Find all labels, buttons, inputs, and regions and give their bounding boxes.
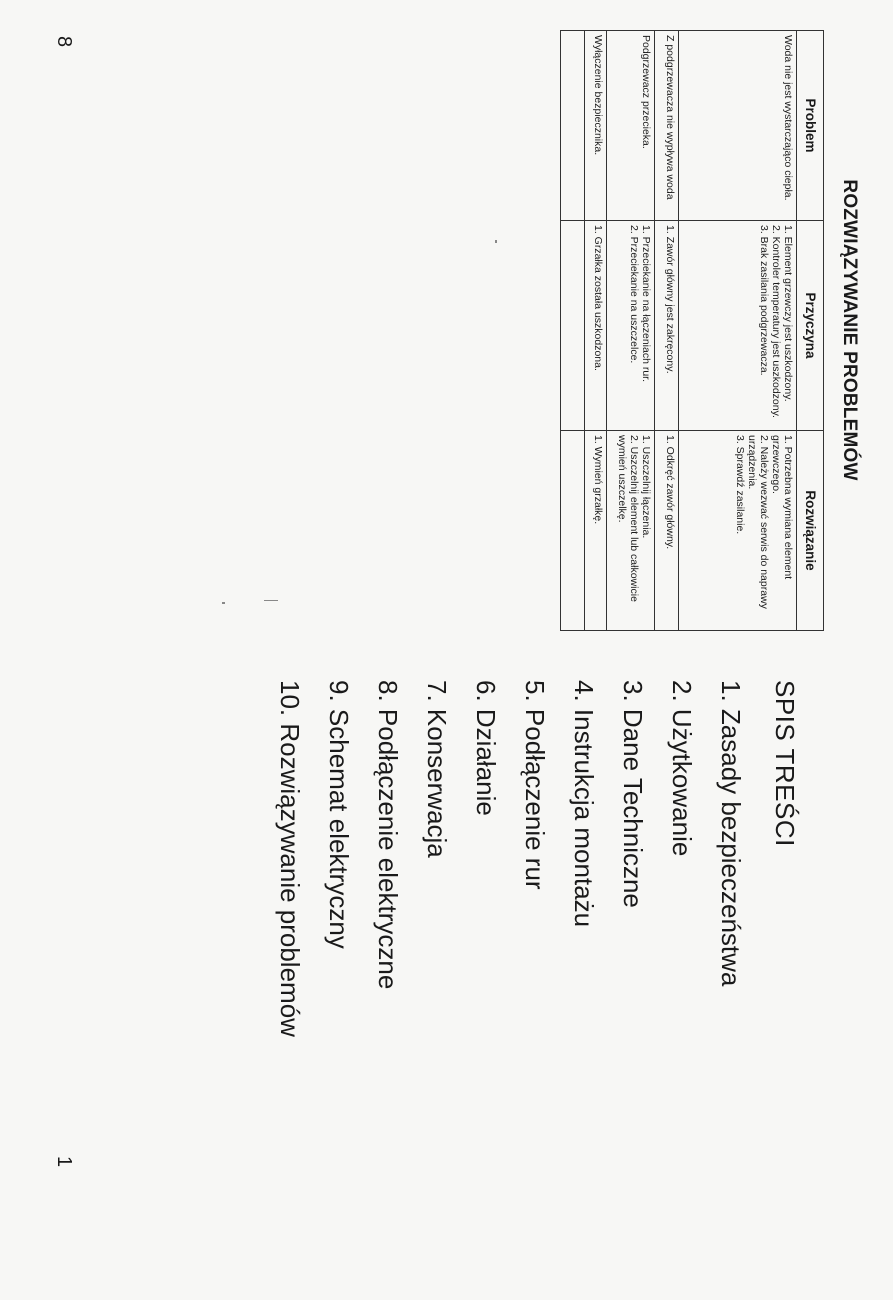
problem-cell: Wyłączenie bezpiecznika. — [585, 31, 607, 221]
troubleshooting-section — [530, 30, 860, 630]
scan-mark — [222, 602, 225, 604]
toc-item-1: 1. Zasady bezpieczeństwa — [716, 680, 746, 987]
solution-cell: 1. Uszczelnij łączenia. 2. Uszczelnij element lub całkowicie wymień uszczelkę. — [607, 431, 655, 631]
table-row — [679, 31, 797, 631]
toc-item-5: 5. Podłączenie rur — [520, 680, 550, 890]
toc-item-7: 7. Konserwacja — [422, 680, 452, 858]
page-number-right: 1 — [53, 1155, 76, 1168]
toc-item-2: 2. Użytkowanie — [667, 680, 697, 857]
cause-cell — [561, 221, 585, 431]
table-row — [607, 31, 655, 631]
toc-item-10: 10. Rozwiązywanie problemów — [275, 680, 305, 1037]
table-row — [585, 31, 607, 631]
table-header-row — [797, 31, 824, 631]
header-problem: Problem — [797, 31, 824, 221]
solution-cell: 1. Odkręć zawór główny. — [655, 431, 679, 631]
toc-item-8: 8. Podłączenie elektryczne — [373, 680, 403, 990]
page-number-left: 8 — [53, 35, 76, 48]
solution-cell: 1. Potrzebna wymiana element grzewczego. 2. Należy wezwać serwis do naprawy urządzenia. 3. Sprawdź zasilanie. — [679, 431, 797, 631]
table-of-contents — [265, 680, 800, 1300]
toc-item-3: 3. Dane Techniczne — [618, 680, 648, 908]
toc-item-6: 6. Działanie — [471, 680, 501, 816]
toc-item-9: 9. Schemat elektryczny — [324, 680, 354, 949]
cause-cell: 1. Zawór główny jest zakręcony. — [655, 221, 679, 431]
troubleshooting-table — [560, 30, 824, 631]
cause-cell: 1. Grzałka została uszkodzona. — [585, 221, 607, 431]
troubleshooting-title: ROZWIĄZYWANIE PROBLEMÓW — [839, 179, 860, 481]
toc-item-4: 4. Instrukcja montażu — [569, 680, 599, 928]
problem-cell: Woda nie jest wystarczająco ciepła. — [679, 31, 797, 221]
solution-cell: 1. Wymień grzałkę. — [585, 431, 607, 631]
problem-cell: Z podgrzewacza nie wypływa woda — [655, 31, 679, 221]
problem-cell — [561, 31, 585, 221]
header-cause: Przyczyna — [797, 221, 824, 431]
table-row — [655, 31, 679, 631]
cause-cell: 1. Przeciekanie na łączeniach rur. 2. Przeciekanie na uszczelce. — [607, 221, 655, 431]
scan-mark — [264, 600, 278, 601]
table-row — [561, 31, 585, 631]
header-solution: Rozwiązanie — [797, 431, 824, 631]
cause-cell: 1. Element grzewczy jest uszkodzony. 2. Kontroler temperatury jest uszkodzony. 3. Brak zasilania podgrzewacza. — [679, 221, 797, 431]
solution-cell — [561, 431, 585, 631]
problem-cell: Podgrzewacz przecieka. — [607, 31, 655, 221]
scan-mark — [495, 240, 497, 243]
toc-title: SPIS TREŚCI — [770, 680, 800, 847]
